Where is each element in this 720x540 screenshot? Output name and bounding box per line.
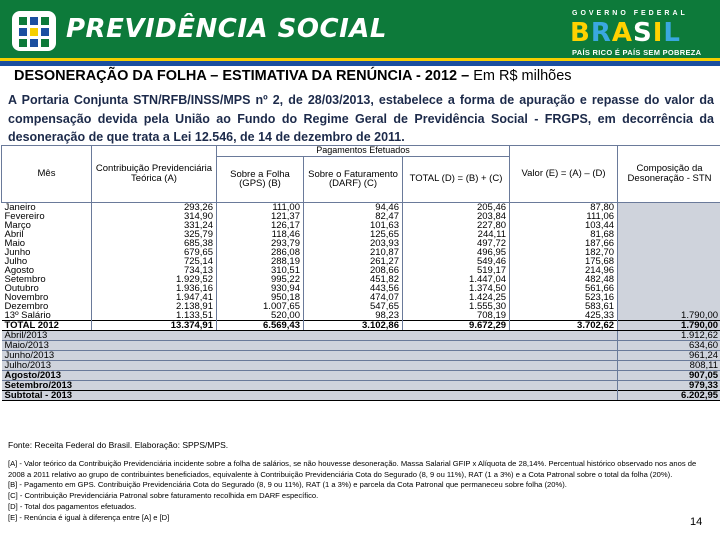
row-value: 182,70 <box>510 248 618 257</box>
row-value: 205,46 <box>403 202 510 212</box>
row-value: 995,22 <box>217 275 304 284</box>
row-value <box>618 293 720 302</box>
row-value: 425,33 <box>510 311 618 321</box>
row-month: Agosto <box>2 266 92 275</box>
row-value: 708,19 <box>403 311 510 321</box>
row-value: 583,61 <box>510 302 618 311</box>
table-row-2013 <box>2 341 720 351</box>
table-row-2013 <box>2 381 720 391</box>
row-month: Maio <box>2 239 92 248</box>
footnotes <box>8 459 698 523</box>
row-value: 1.555,30 <box>403 302 510 311</box>
header-pagamentos-efetuados: Pagamentos Efetuados <box>217 146 510 157</box>
row-value: 725,14 <box>92 257 217 266</box>
row-value <box>618 221 720 230</box>
row-value: 1.374,50 <box>403 284 510 293</box>
footnote-e: [E] - Renúncia é igual à diferença entre [A] e [D] <box>8 512 170 522</box>
row-month: Dezembro <box>2 302 92 311</box>
row-value: 293,26 <box>92 202 217 212</box>
row-value: 261,27 <box>304 257 403 266</box>
total-value: 9.672,29 <box>403 321 510 331</box>
row-value: 227,80 <box>403 221 510 230</box>
row-value <box>618 266 720 275</box>
brasil-logo: BRASIL <box>570 18 681 48</box>
row-value: 325,79 <box>92 230 217 239</box>
row-month: Novembro <box>2 293 92 302</box>
row-value: 101,63 <box>304 221 403 230</box>
row-value: 443,56 <box>304 284 403 293</box>
row-value: 187,66 <box>510 239 618 248</box>
row-month: Abril/2013 <box>2 331 618 341</box>
row-value: 549,46 <box>403 257 510 266</box>
row-value: 482,48 <box>510 275 618 284</box>
total-value: 1.790,00 <box>618 321 720 331</box>
source-note: Fonte: Receita Federal do Brasil. Elaboração: SPPS/MPS. <box>8 440 229 450</box>
row-value: 98,23 <box>304 311 403 321</box>
row-month: 13º Salário <box>2 311 92 321</box>
total-value: 13.374,91 <box>92 321 217 331</box>
row-month: Março <box>2 221 92 230</box>
gov-slogan: PAÍS RICO É PAÍS SEM POBREZA <box>572 48 702 57</box>
row-month: Setembro/2013 <box>2 381 618 391</box>
row-value: 1.133,51 <box>92 311 217 321</box>
row-value: 1.912,62 <box>618 331 720 341</box>
row-value: 121,37 <box>217 212 304 221</box>
blue-stripe <box>0 61 720 66</box>
unit-label: Em R$ milhões <box>469 68 572 84</box>
row-month: Abril <box>2 230 92 239</box>
row-value: 474,07 <box>304 293 403 302</box>
row-month: Junho <box>2 248 92 257</box>
total-value: 6.569,43 <box>217 321 304 331</box>
table-row-2013 <box>2 361 720 371</box>
banner-title: PREVIDÊNCIA SOCIAL <box>66 14 387 44</box>
row-value: 244,11 <box>403 230 510 239</box>
row-month: Fevereiro <box>2 212 92 221</box>
row-month: Junho/2013 <box>2 351 618 361</box>
row-value: 118,46 <box>217 230 304 239</box>
header-composicao-stn: Composição da Desoneração - STN <box>618 146 720 203</box>
page-title: DESONERAÇÃO DA FOLHA – ESTIMATIVA DA RENÚNCIA - 2012 – Em R$ milhões <box>14 68 572 84</box>
row-value: 1.790,00 <box>618 311 720 321</box>
row-value: 950,18 <box>217 293 304 302</box>
row-value: 1.447,04 <box>403 275 510 284</box>
row-value: 286,08 <box>217 248 304 257</box>
footnote-d: [D] - Total dos pagamentos efetuados. <box>8 501 137 511</box>
row-value: 523,16 <box>510 293 618 302</box>
total-value: 3.102,86 <box>304 321 403 331</box>
row-value: 496,95 <box>403 248 510 257</box>
row-month: Julho <box>2 257 92 266</box>
row-value <box>618 275 720 284</box>
row-value: 288,19 <box>217 257 304 266</box>
subtotal-value: 6.202,95 <box>618 391 720 401</box>
table-row-2013 <box>2 351 720 361</box>
previdencia-logo-icon <box>10 9 58 53</box>
row-value: 126,17 <box>217 221 304 230</box>
row-value: 1.936,16 <box>92 284 217 293</box>
row-value: 82,47 <box>304 212 403 221</box>
row-value <box>618 230 720 239</box>
table-row-2013 <box>2 331 720 341</box>
row-month: Outubro <box>2 284 92 293</box>
row-value <box>618 248 720 257</box>
row-value: 111,00 <box>217 202 304 212</box>
row-value: 125,65 <box>304 230 403 239</box>
row-value: 310,51 <box>217 266 304 275</box>
row-value: 1.947,41 <box>92 293 217 302</box>
header-mes: Mês <box>2 146 92 203</box>
row-month: Maio/2013 <box>2 341 618 351</box>
row-value: 210,87 <box>304 248 403 257</box>
row-value: 214,96 <box>510 266 618 275</box>
row-month: Janeiro <box>2 202 92 212</box>
header-contribuicao-teorica: Contribuição Previdenciária Teórica (A) <box>92 146 217 203</box>
row-value: 547,65 <box>304 302 403 311</box>
row-value: 734,13 <box>92 266 217 275</box>
total-label: TOTAL 2012 <box>2 321 92 331</box>
row-month: Setembro <box>2 275 92 284</box>
row-value: 685,38 <box>92 239 217 248</box>
row-value: 87,80 <box>510 202 618 212</box>
header-valor: Valor (E) = (A) – (D) <box>510 146 618 203</box>
subtotal-label: Subtotal - 2013 <box>2 391 618 401</box>
row-value: 81,68 <box>510 230 618 239</box>
total-value: 3.702,62 <box>510 321 618 331</box>
row-value: 2.138,91 <box>92 302 217 311</box>
row-value: 451,82 <box>304 275 403 284</box>
row-value: 979,33 <box>618 381 720 391</box>
row-value: 808,11 <box>618 361 720 371</box>
row-value <box>618 257 720 266</box>
row-value: 634,60 <box>618 341 720 351</box>
row-value: 203,84 <box>403 212 510 221</box>
row-value: 111,06 <box>510 212 618 221</box>
page-number: 14 <box>690 516 703 528</box>
row-value: 930,94 <box>217 284 304 293</box>
row-value: 961,24 <box>618 351 720 361</box>
subtotal-row <box>2 391 720 401</box>
row-month: Julho/2013 <box>2 361 618 371</box>
row-value: 175,68 <box>510 257 618 266</box>
row-value: 331,24 <box>92 221 217 230</box>
row-value: 293,79 <box>217 239 304 248</box>
row-value <box>618 212 720 221</box>
table-row-2013 <box>2 371 720 381</box>
desoneracao-table <box>1 145 720 401</box>
row-value <box>618 202 720 212</box>
row-value: 94,46 <box>304 202 403 212</box>
header-banner <box>0 0 720 66</box>
row-value: 519,17 <box>403 266 510 275</box>
row-value: 203,93 <box>304 239 403 248</box>
row-month: Agosto/2013 <box>2 371 618 381</box>
row-value: 497,72 <box>403 239 510 248</box>
row-value: 103,44 <box>510 221 618 230</box>
row-value: 208,66 <box>304 266 403 275</box>
header-sobre-faturamento: Sobre o Faturamento (DARF) (C) <box>304 156 403 202</box>
header-sobre-folha: Sobre a Folha (GPS) (B) <box>217 156 304 202</box>
gov-label: GOVERNO FEDERAL <box>572 10 688 17</box>
footnote-b: [B] - Pagamento em GPS. Contribuição Previdenciária Cota do Segurado (8, 9 ou 11%), RAT (1 a 3%) e parcela da Cota Patronal que permaneceu sobre folha (20%). <box>8 480 567 490</box>
row-value: 561,66 <box>510 284 618 293</box>
row-value: 314,90 <box>92 212 217 221</box>
header-total: TOTAL (D) = (B) + (C) <box>403 156 510 202</box>
footnote-c: [C] - Contribuição Previdenciária Patronal sobre faturamento recolhida em DARF específico. <box>8 491 319 501</box>
row-value: 1.424,25 <box>403 293 510 302</box>
row-value: 1.929,52 <box>92 275 217 284</box>
row-value: 679,65 <box>92 248 217 257</box>
row-value: 1.007,65 <box>217 302 304 311</box>
total-row <box>2 321 720 331</box>
row-value: 520,00 <box>217 311 304 321</box>
footnote-a: [A] - Valor teórico da Contribuição Previdenciária incidente sobre a folha de salários, se não houvesse desoneração. Massa Salarial GFIP x Alíquota de 28,14%. Percentual histórico observado nos anos de 2008 a 2011 relativo ao grupo de contribuintes beneficiados, equivalente à Contribuição Previdenciária Cota do Segurado (8, 9 ou 11%), RAT (1 a 3%) e a Cota Patronal sobre o total da folha (20%). <box>8 459 697 479</box>
intro-paragraph: A Portaria Conjunta STN/RFB/INSS/MPS nº 2, de 28/03/2013, estabelece a forma de apuração e repasse do valor da compensação devida pela União ao Fundo do Regime Geral de Previdência Social - FRGPS, em decorrência da desoneração de que trata a Lei 12.546, de 14 de dezembro de 2011. <box>8 93 714 144</box>
row-value <box>618 239 720 248</box>
row-value: 907,05 <box>618 371 720 381</box>
row-value <box>618 284 720 293</box>
